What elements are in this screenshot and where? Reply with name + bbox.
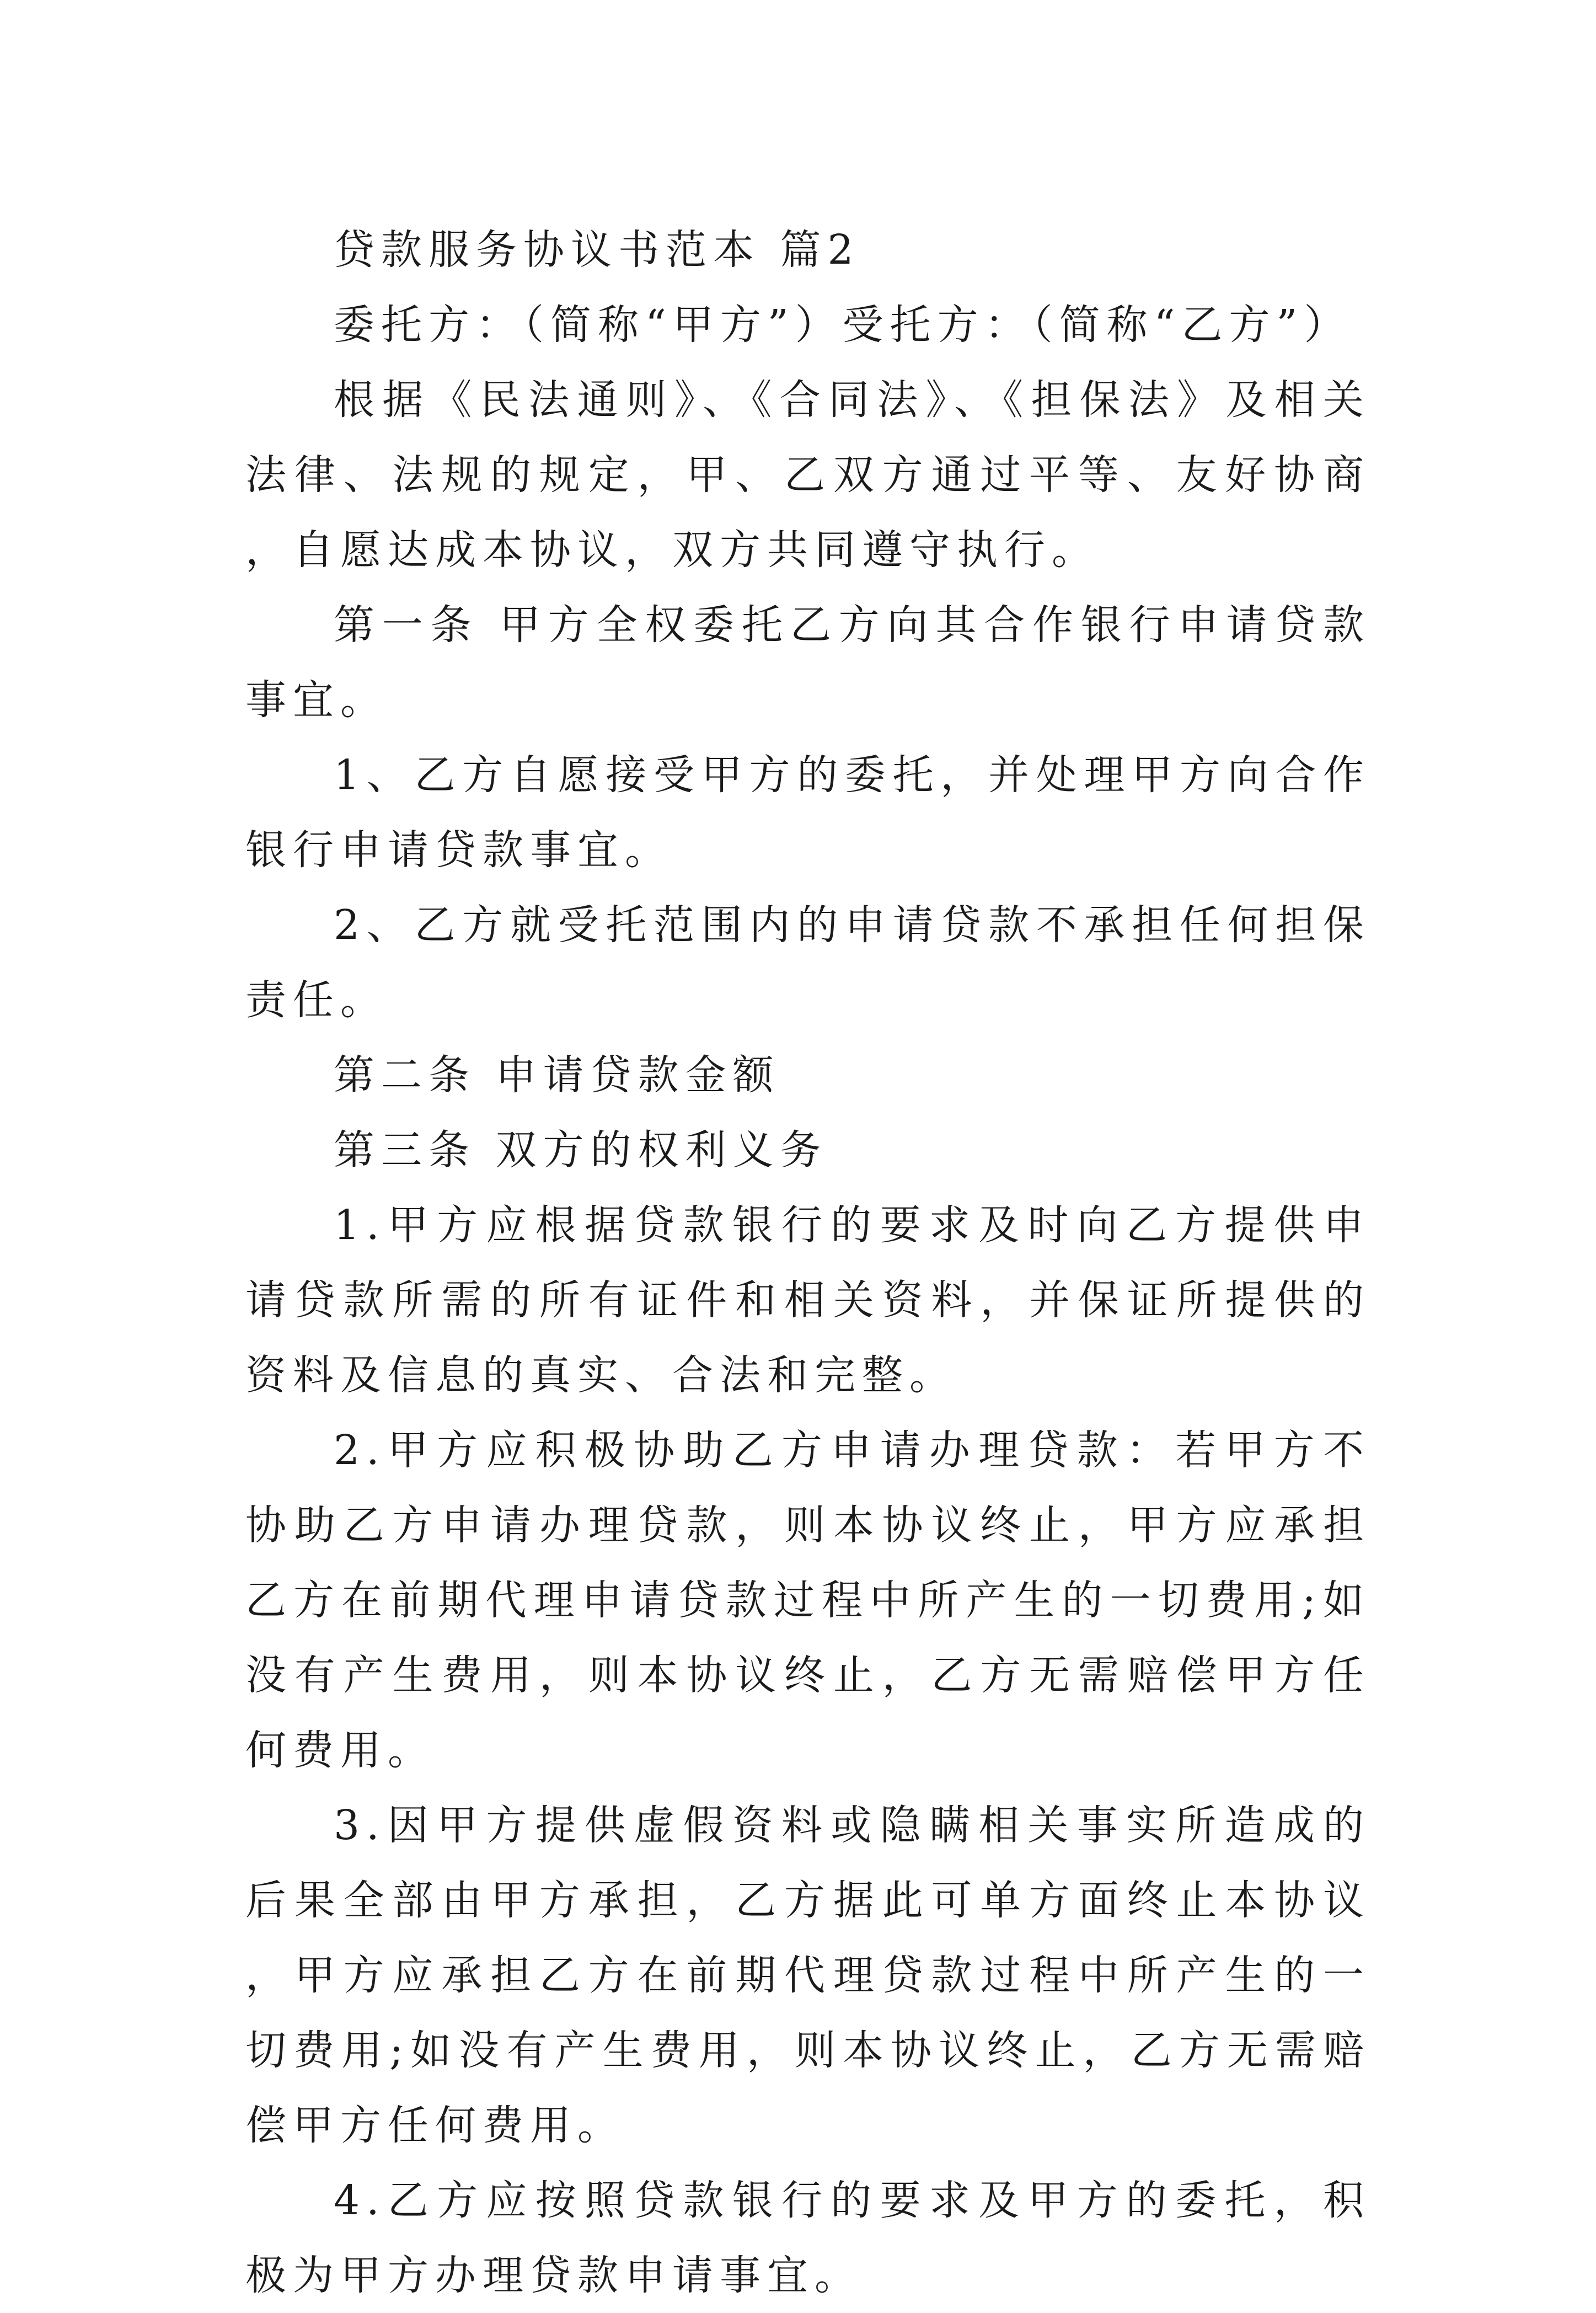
parties-line: 委托方：（简称“甲方”）受托方：（简称“乙方”） xyxy=(334,301,1352,349)
article-3-heading: 第三条 双方的权利义务 xyxy=(334,1126,828,1174)
article-1-item-1: 1、乙方自愿接受甲方的委托，并处理甲方向合作银行申请贷款事宜。 xyxy=(245,751,1370,874)
article-3-item-3: 3.因甲方提供虚假资料或隐瞒相关事实所造成的后果全部由甲方承担，乙方据此可单方面终止本协议，甲方应承担乙方在前期代理贷款过程中所产生的一切费用;如没有产生费用，则本协议终止，乙方无需赔偿甲方任何费用。 xyxy=(245,1802,1370,2149)
article-1-item-2: 2、乙方就受托范围内的申请贷款不承担任何担保责任。 xyxy=(245,901,1370,1024)
article-3-item-2: 2.甲方应积极协助乙方申请办理贷款：若甲方不协助乙方申请办理贷款，则本协议终止，甲方应承担乙方在前期代理申请贷款过程中所产生的一切费用;如没有产生费用，则本协议终止，乙方无需赔偿甲方任何费用。 xyxy=(245,1427,1370,1774)
article-1-heading: 第一条 甲方全权委托乙方向其合作银行申请贷款事宜。 xyxy=(245,601,1370,724)
article-3-item-1: 1.甲方应根据贷款银行的要求及时向乙方提供申请贷款所需的所有证件和相关资料，并保证所提供的资料及信息的真实、合法和完整。 xyxy=(245,1201,1370,1399)
preamble-paragraph: 根据《民法通则》、《合同法》、《担保法》及相关法律、法规的规定，甲、乙双方通过平等、友好协商，自愿达成本协议，双方共同遵守执行。 xyxy=(245,376,1370,574)
document-body xyxy=(245,212,1370,2313)
article-2-heading: 第二条 申请贷款金额 xyxy=(334,1051,780,1099)
article-3-item-4: 4.乙方应按照贷款银行的要求及甲方的委托，积极为甲方办理贷款申请事宜。 xyxy=(245,2177,1370,2299)
document-title: 贷款服务协议书范本 篇2 xyxy=(334,226,860,274)
